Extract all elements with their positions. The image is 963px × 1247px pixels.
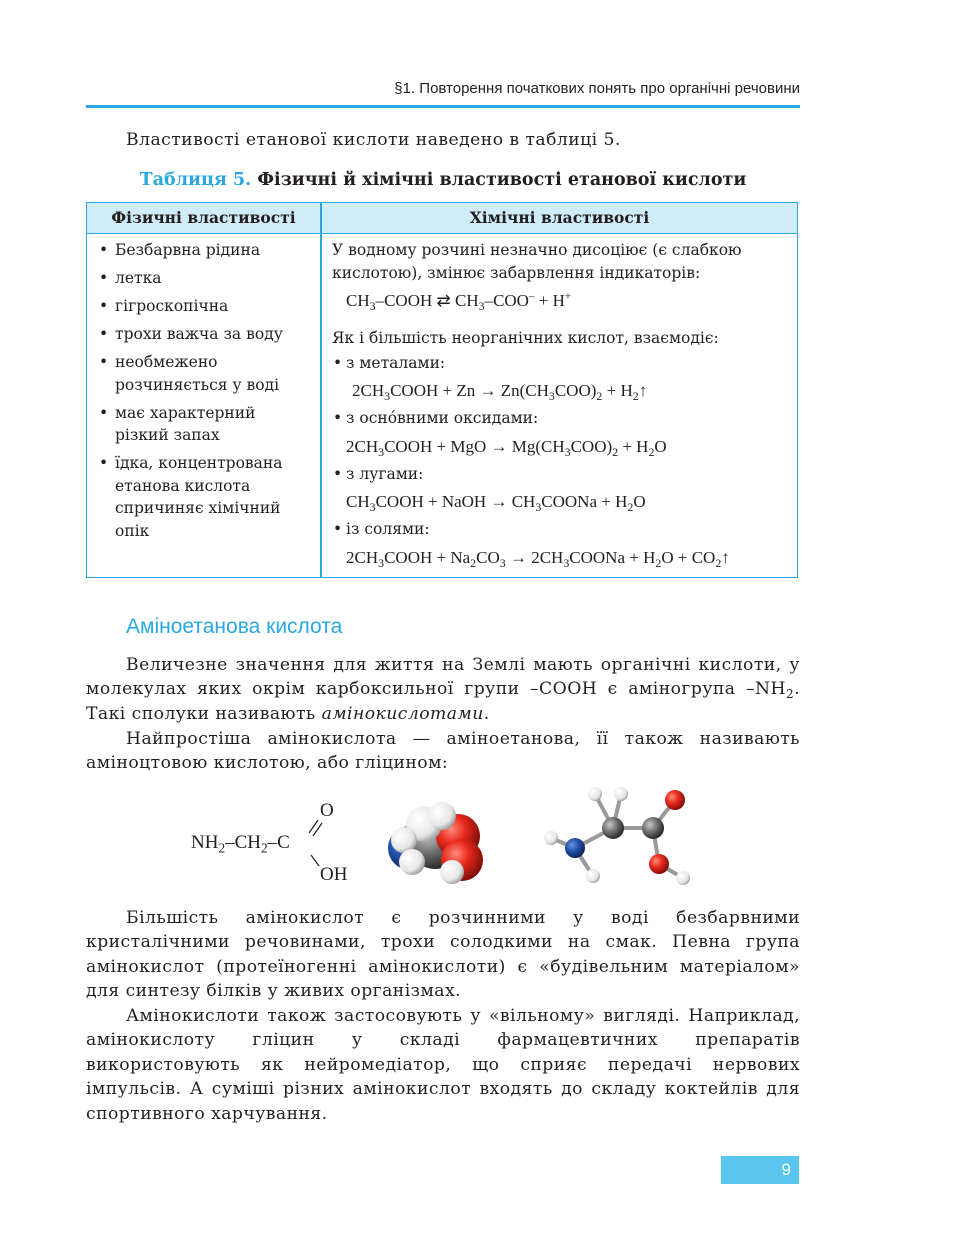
ball-and-stick-model-image (535, 780, 700, 890)
paragraph-amino-acids: Величезне значення для життя на Землі мають органічні кислоти, у молекулах яких окрім карбоксильної групи –COOH є аміногрупа $-NH_2$. Такі сполуки називають амінокислотами. (86, 655, 800, 724)
glycine-structural-formula (188, 800, 368, 890)
paragraph-properties: Більшість амінокислот є розчинними у воді безбарвними кристалічними речовинами, трохи солодкими на смак. Певна група амінокислот (протеїногенні амінокислоти) є «будівельним матеріалом» для синтезу білків у живих організмах. (86, 908, 800, 1002)
list-item: • трохи важча за воду (97, 323, 313, 346)
list-item: • їдка, концентрована етанова кислота спричиняє хімічний опік (97, 452, 313, 542)
paragraph-applications: Амінокислоти також застосовують у «вільному» вигляді. Наприклад, амінокислоту гліцин у складі фармацевтичних препаратів використовують як нейромедіатор, що сприяє передачі нервових імпульсів. А суміші різних амінокислот входять до складу коктейлів для спортивного харчування. (86, 1006, 800, 1124)
reacts-text: Як і більшість неорганічних кислот, взаємодіє: (332, 329, 719, 347)
salt-reaction-equation: $2CH_3COOH + Na_2CO_3$ → $2CH_3COONa + H_2O$ + $CO_2↑$ (346, 547, 730, 570)
table-column-divider (320, 203, 322, 577)
alkali-reaction-equation: $CH_3COOH$ + NaOH → $CH_3COONa + H_2O$ (346, 492, 646, 515)
oxide-reaction-equation: $2CH_3COOH$ + MgO → $Mg(CH_3COO)_2 + H_2O$ (346, 436, 667, 459)
list-item: • Безбарвна рідина (97, 239, 313, 262)
running-header: §1. Повторення початкових понять про органічні речовини (394, 80, 800, 97)
chemical-properties-header: Хімічні властивості (469, 208, 650, 227)
list-item: • необмежено розчиняється у воді (97, 351, 313, 396)
space-filling-model-image (380, 798, 490, 890)
physical-properties-header: Фізичні властивості (111, 208, 296, 227)
page-number: 9 (721, 1156, 799, 1184)
formula-hydroxyl: OH (320, 864, 348, 885)
formula-main-chain: $NH_2-CH_2-C$ (191, 832, 290, 856)
section-title: Аміноетанова кислота (126, 615, 343, 638)
with-alkalis-label: • з лугами: (332, 463, 792, 486)
list-item: • летка (97, 267, 313, 290)
with-metals-label: • з металами: (332, 352, 792, 375)
paragraph-glycine-intro: Найпростіша амінокислота — аміноетанова, її також називають аміноцтовою кислотою, або гліцином: (86, 729, 800, 774)
physical-properties-list (97, 239, 313, 548)
dissociation-equation: $CH_3$–COOH ⇄ $CH_3-COO^- + H^+$ (346, 290, 572, 314)
table-caption (86, 170, 800, 190)
with-salts-label: • із солями: (332, 518, 792, 541)
properties-table (86, 202, 798, 578)
list-item: • гігроскопічна (97, 295, 313, 318)
dissociation-text: У водному розчині незначно дисоціює (є слабкою кислотою), змінює забарвлення індикаторів: (332, 241, 742, 282)
with-oxides-label: • з осно́вними оксидами: (332, 407, 792, 430)
formula-oxygen: O (320, 800, 334, 821)
header-rule (86, 105, 800, 108)
intro-paragraph: Властивості етанової кислоти наведено в таблиці 5. (126, 130, 621, 150)
list-item: • має характерний різкий запах (97, 402, 313, 447)
table-caption-label: Таблиця 5. (139, 170, 252, 190)
metal-reaction-equation: $2CH_3COOH + Zn \to Zn(CH_3COO)_2$ + $H_2↑$ (352, 381, 648, 404)
table-caption-text: Фізичні й хімічні властивості етанової кислоти (257, 170, 747, 190)
chemical-properties-cell (332, 239, 792, 574)
